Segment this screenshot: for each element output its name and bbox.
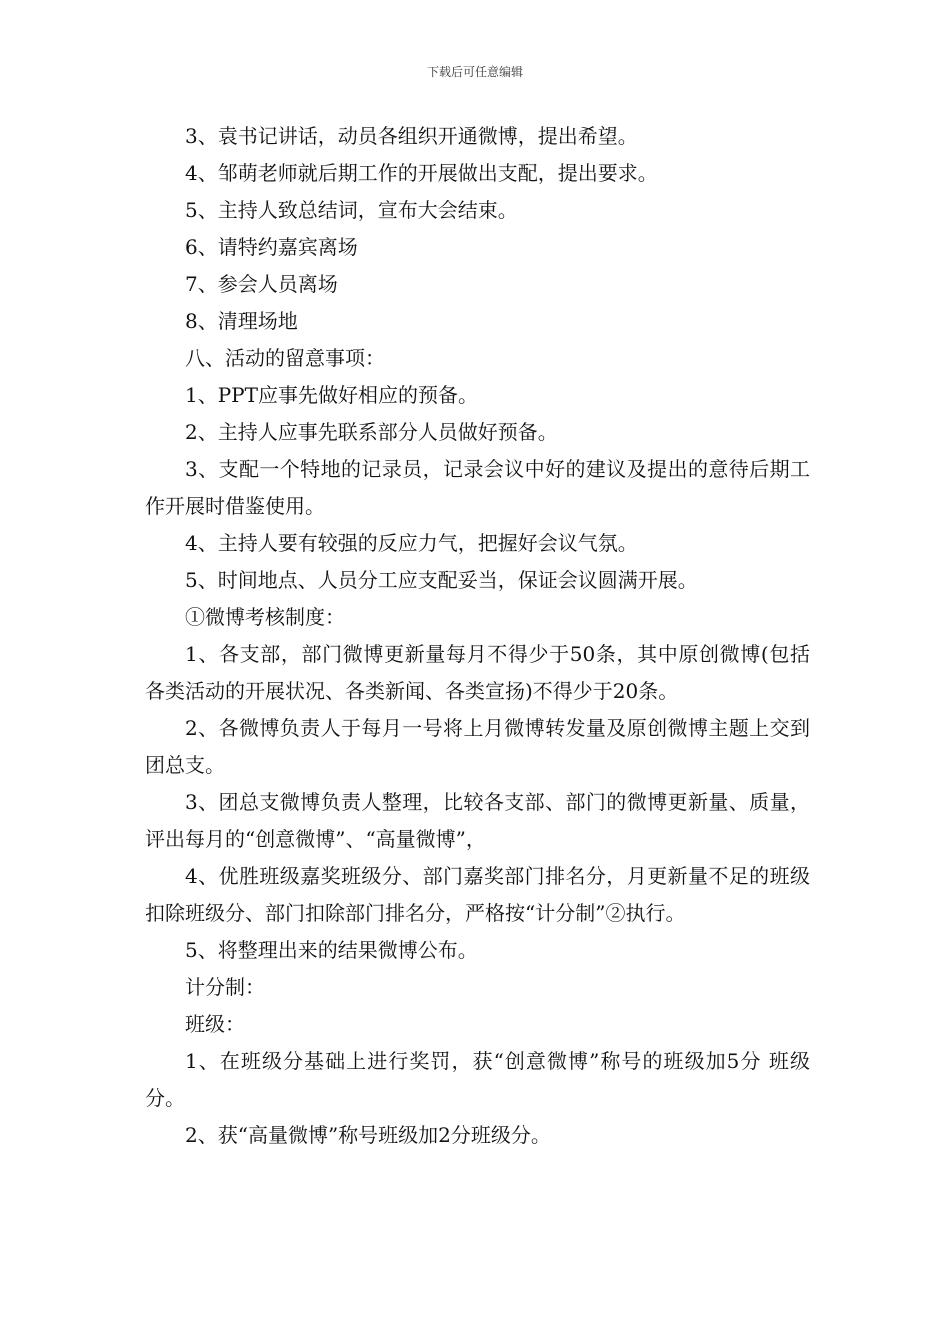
paragraph: 3、支配一个特地的记录员，记录会议中好的建议及提出的意待后期工作开展时借鉴使用。 [145, 457, 810, 518]
paragraph: 6、请特约嘉宾离场 [185, 235, 358, 259]
paragraph: 1、在班级分基础上进行奖罚，获“创意微博”称号的班级加5分 班级分。 [145, 1049, 810, 1110]
paragraph: 7、参会人员离场 [185, 272, 338, 296]
paragraph: 8、清理场地 [185, 309, 298, 333]
paragraph: 1、PPT应事先做好相应的预备。 [185, 383, 478, 407]
paragraph: 3、团总支微博负责人整理，比较各支部、部门的微博更新量、质量，评出每月的“创意微博”、“高量微博”， [145, 790, 810, 851]
section-heading: 八、活动的留意事项： [185, 346, 385, 370]
paragraph: 2、获“高量微博”称号班级加2分班级分。 [185, 1123, 551, 1147]
section-heading: 班级： [185, 1012, 245, 1036]
paragraph: 2、主持人应事先联系部分人员做好预备。 [185, 420, 558, 444]
page-header-note: 下载后可任意编辑 [426, 65, 523, 79]
paragraph: 4、优胜班级嘉奖班级分、部门嘉奖部门排名分，月更新量不足的班级扣除班级分、部门扣除部门排名分，严格按“计分制”②执行。 [145, 864, 810, 925]
paragraph: 5、将整理出来的结果微博公布。 [185, 938, 478, 962]
paragraph: 5、时间地点、人员分工应支配妥当，保证会议圆满开展。 [185, 568, 698, 592]
paragraph: 2、各微博负责人于每月一号将上月微博转发量及原创微博主题上交到团总支。 [145, 716, 810, 777]
section-heading: ①微博考核制度： [185, 605, 345, 629]
paragraph: 4、主持人要有较强的反应力气，把握好会议气氛。 [185, 531, 638, 555]
paragraph: 1、各支部，部门微博更新量每月不得少于50条，其中原创微博(包括各类活动的开展状况、各类新闻、各类宣扬)不得少于20条。 [145, 642, 810, 703]
paragraph: 5、主持人致总结词，宣布大会结束。 [185, 198, 518, 222]
paragraph: 3、袁书记讲话，动员各组织开通微博，提出希望。 [185, 124, 638, 148]
paragraph: 4、邹萌老师就后期工作的开展做出支配，提出要求。 [185, 161, 658, 185]
document-body [145, 118, 810, 1154]
section-heading: 计分制： [185, 975, 265, 999]
